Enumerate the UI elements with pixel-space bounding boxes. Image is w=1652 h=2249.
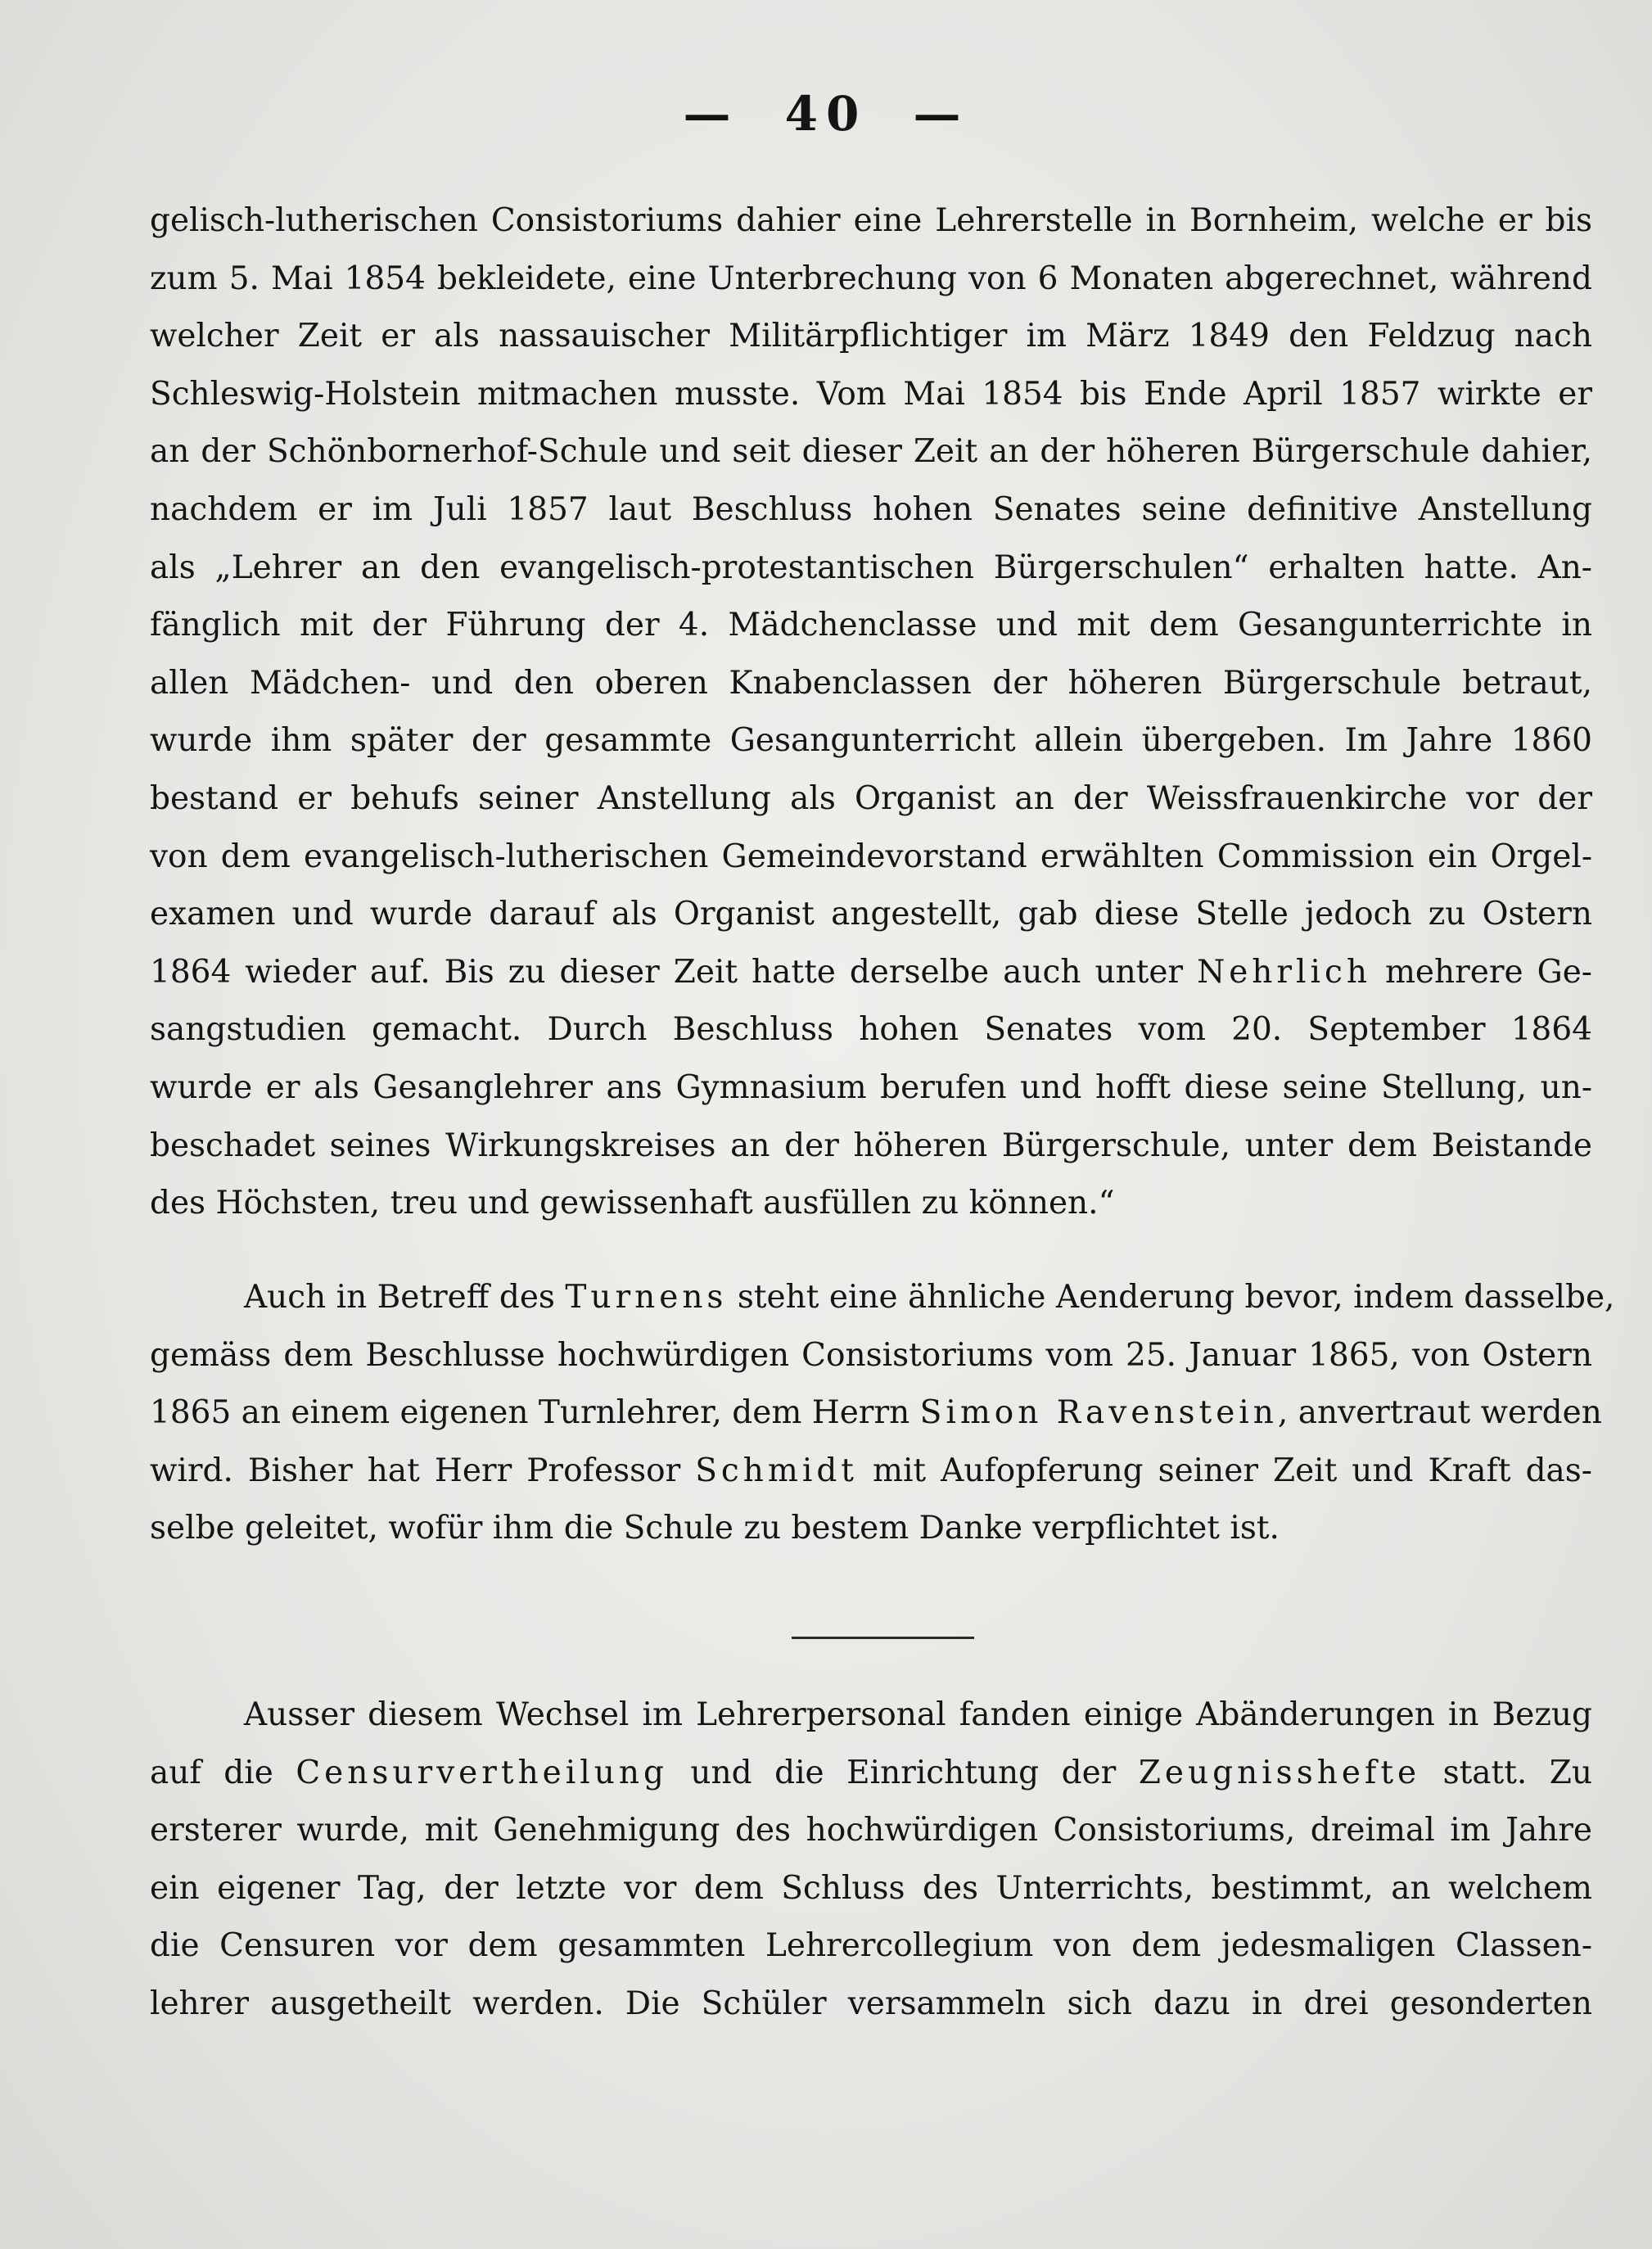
- text-line: des Höchsten, treu und gewissenhaft ausfüllen zu können.“: [150, 1185, 1115, 1222]
- person-name-schmidt: Schmidt: [695, 1452, 858, 1489]
- text-line: als „Lehrer an den evangelisch-protestantischen Bürgerschulen“ erhalten hatte. An-: [150, 549, 1592, 586]
- text-fragment: und die Einrichtung der: [690, 1754, 1117, 1791]
- text-fragment: wird. Bisher hat Herr Professor: [150, 1452, 681, 1489]
- text-line: [150, 944, 1592, 1002]
- text-line: nachdem er im Juli 1857 laut Beschluss hohen Senates seine definitive Anstellung: [150, 490, 1592, 528]
- text-line: die Censuren vor dem gesammten Lehrercollegium von dem jedesmaligen Classen-: [150, 1927, 1592, 1965]
- text-line: bestand er behufs seiner Anstellung als Organist an der Weissfrauenkirche vor der: [150, 779, 1592, 817]
- text-line: beschadet seines Wirkungskreises an der höheren Bürgerschule, unter dem Beistande: [150, 1127, 1592, 1164]
- text-fragment: mit Aufopferung seiner Zeit und Kraft das-: [872, 1452, 1592, 1489]
- text-line: [150, 1443, 1592, 1501]
- text-line: gelisch-lutherischen Consistoriums dahier eine Lehrerstelle in Bornheim, welche er bis: [150, 202, 1592, 239]
- text-fragment: anvertraut werden: [1298, 1394, 1602, 1432]
- text-line: zum 5. Mai 1854 bekleidete, eine Unterbrechung von 6 Monaten abgerechnet, während: [150, 260, 1592, 297]
- text-line: Ausser diesem Wechsel im Lehrerpersonal fanden einige Abänderungen in Bezug: [244, 1696, 1592, 1733]
- text-line: 1865 an einem eigenen Turnlehrer, dem Herrn Simon Ravenstein, anvertraut werden: [150, 1394, 1602, 1432]
- text-fragment: 1865 an einem eigenen Turnlehrer, dem Herrn: [150, 1394, 910, 1432]
- text-fragment: Auch in Betreff des: [244, 1279, 555, 1316]
- text-line: an der Schönbornerhof-Schule und seit dieser Zeit an der höheren Bürgerschule dahier,: [150, 433, 1592, 471]
- paragraph-continuation: [150, 192, 1592, 1233]
- text-line: ersterer wurde, mit Genehmigung des hochwürdigen Consistoriums, dreimal im Jahre: [150, 1812, 1592, 1849]
- text-line: sangstudien gemacht. Durch Beschluss hohen Senates vom 20. September 1864: [150, 1011, 1592, 1049]
- text-line: von dem evangelisch-lutherischen Gemeindevorstand erwählten Commission ein Orgel-: [150, 838, 1592, 875]
- section-separator-rule: [792, 1637, 974, 1639]
- person-name-nehrlich: Nehrlich: [1197, 953, 1371, 991]
- term-turnens: Turnens: [565, 1279, 728, 1316]
- text-line: ein eigener Tag, der letzte vor dem Schluss des Unterrichts, bestimmt, an welchem: [150, 1869, 1592, 1907]
- text-fragment: 1864 wieder auf. Bis zu dieser Zeit hatte derselbe auch unter: [150, 953, 1184, 991]
- text-line: [150, 1745, 1592, 1803]
- person-name-ravenstein: Simon Ravenstein: [919, 1394, 1278, 1432]
- text-fragment: auf die: [150, 1754, 273, 1791]
- text-line: wurde er als Gesanglehrer ans Gymnasium berufen und hofft diese seine Stellung, un-: [150, 1068, 1592, 1106]
- text-line: gemäss dem Beschlusse hochwürdigen Consistoriums vom 25. Januar 1865, von Ostern: [150, 1336, 1592, 1374]
- text-line: allen Mädchen- und den oberen Knabenclassen der höheren Bürgerschule betraut,: [150, 664, 1592, 702]
- text-line: lehrer ausgetheilt werden. Die Schüler versammeln sich dazu in drei gesonderten: [150, 1985, 1592, 2022]
- text-line: examen und wurde darauf als Organist angestellt, gab diese Stelle jedoch zu Ostern: [150, 896, 1592, 933]
- paragraph-turnen: [150, 1269, 1615, 1558]
- paragraph-censuren: [150, 1687, 1592, 2034]
- text-line: fänglich mit der Führung der 4. Mädchenclasse und mit dem Gesangunterrichte in: [150, 607, 1592, 644]
- text-fragment: mehrere Ge-: [1384, 953, 1592, 991]
- text-line: welcher Zeit er als nassauischer Militärpflichtiger im März 1849 den Feldzug nach: [150, 318, 1592, 355]
- page-number: — 40 —: [683, 86, 969, 142]
- text-line: selbe geleitet, wofür ihm die Schule zu bestem Danke verpflichtet ist.: [150, 1510, 1280, 1547]
- text-fragment: statt. Zu: [1442, 1754, 1592, 1791]
- term-zeugnisshefte: Zeugnisshefte: [1138, 1754, 1421, 1791]
- term-censurvertheilung: Censurvertheilung: [296, 1754, 668, 1791]
- text-line: Schleswig-Holstein mitmachen musste. Vom Mai 1854 bis Ende April 1857 wirkte er: [150, 375, 1592, 413]
- text-line: [150, 1269, 1615, 1327]
- text-line: wurde ihm später der gesammte Gesangunterricht allein übergeben. Im Jahre 1860: [150, 722, 1592, 760]
- text-fragment: steht eine ähnliche Aenderung bevor, indem dasselbe,: [737, 1279, 1615, 1316]
